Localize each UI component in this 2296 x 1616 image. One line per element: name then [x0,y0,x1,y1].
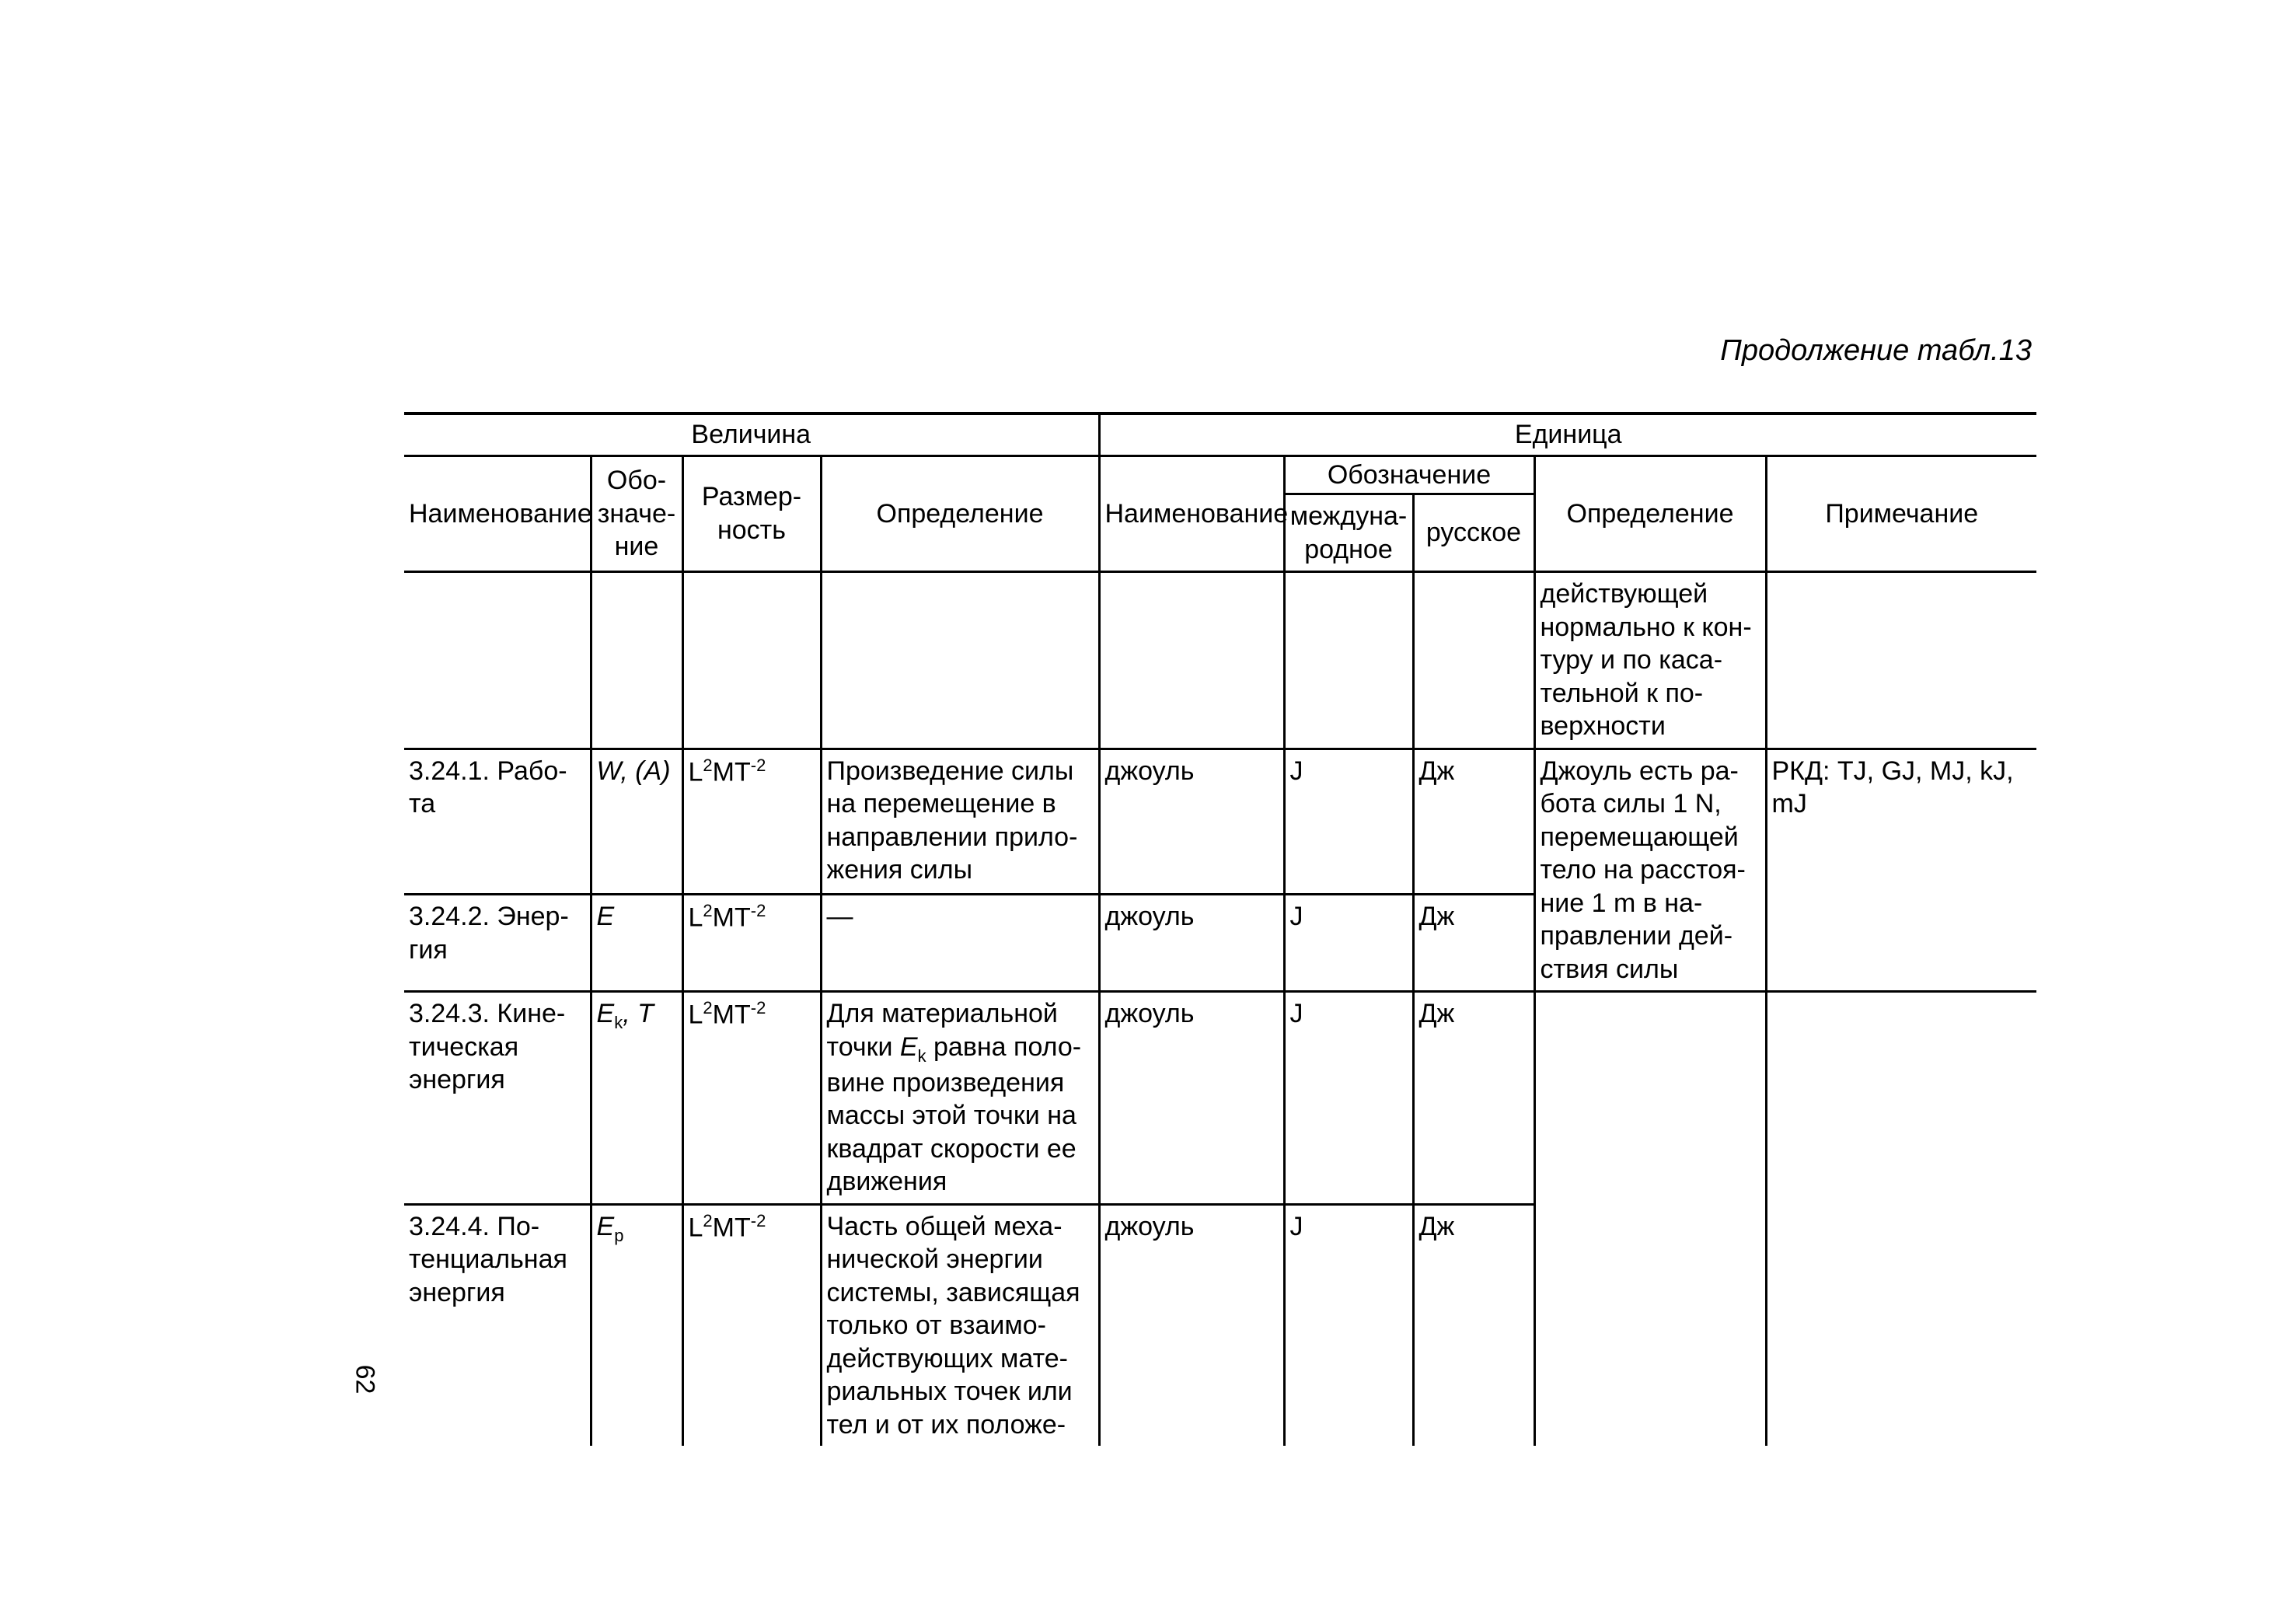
symbol-sub: k [614,1012,623,1032]
cell-unit-definition: Джоуль есть ра- бота силы 1 N, перемещающей тело на расстоя- ние 1 m в на- правлении дей- ствия силы [1534,749,1766,992]
cell-unit-rus: Дж [1413,992,1534,1205]
table-row [404,572,2036,749]
dim-exp1: 2 [703,1210,713,1230]
page-number: 62 [350,1364,380,1394]
symbol-tail: , T [623,999,654,1028]
cell-definition: Часть общей меха- нической энергии системы, зависящая только от взаимо- действующих мате- риальных точек или тел и от их положе- [821,1204,1099,1446]
cell-definition [821,992,1099,1205]
cell-unit-rus: Дж [1413,749,1534,895]
cell-name: 3.24.2. Энер- гия [404,895,591,992]
symbol-main: E [596,1211,615,1241]
cell-name: 3.24.4. По- тенциальная энергия [404,1204,591,1446]
dim-exp2: -2 [750,998,766,1017]
cell-name: 3.24.3. Кине- тическая энергия [404,992,591,1205]
header-quantity-definition: Определение [821,455,1099,572]
dim-mid: MT [712,756,751,787]
cell-unit-name [1099,572,1284,749]
table-continuation-caption: Продолжение табл.13 [1720,334,2032,367]
cell-unit-intl: J [1284,1204,1413,1446]
dim-exp1: 2 [703,998,713,1017]
header-unit-name: Наименование [1099,455,1284,572]
cell-name [404,572,591,749]
cell-symbol [591,992,682,1205]
header-unit-definition: Определение [1534,455,1766,572]
cell-unit-rus: Дж [1413,895,1534,992]
symbol-sub: p [614,1225,624,1245]
cell-symbol [591,1204,682,1446]
dim-mid: MT [712,1000,751,1030]
header-unit-group: Единица [1099,414,2036,455]
dim-base: L [688,902,703,933]
cell-note [1766,572,2036,749]
cell-unit-intl [1284,572,1413,749]
cell-dimension [682,749,821,895]
units-table [404,412,2036,1446]
cell-dimension [682,992,821,1205]
dim-exp1: 2 [703,901,713,921]
cell-unit-intl: J [1284,749,1413,895]
cell-dimension [682,895,821,992]
header-quantity-group: Величина [404,414,1099,455]
header-quantity-dimension: Размер- ность [682,455,821,572]
header-quantity-symbol: Обо- значе- ние [591,455,682,572]
cell-note [1766,992,2036,1447]
cell-unit-definition [1534,992,1766,1447]
cell-unit-name: джоуль [1099,895,1284,992]
table-row [404,992,2036,1205]
header-row-columns [404,455,2036,494]
def-symbol: E [899,1031,918,1062]
cell-unit-name: джоуль [1099,749,1284,895]
cell-unit-rus: Дж [1413,1204,1534,1446]
cell-symbol: E [591,895,682,992]
cell-symbol: W, (A) [591,749,682,895]
cell-unit-intl: J [1284,895,1413,992]
header-unit-designation: Обозначение [1284,455,1534,494]
def-pre: Для материальной точки [826,999,1058,1062]
def-symbol-sub: k [917,1045,926,1066]
cell-definition: — [821,895,1099,992]
cell-dimension [682,1204,821,1446]
symbol-main: E [596,999,615,1028]
header-row-groups [404,414,2036,455]
header-unit-note: Примечание [1766,455,2036,572]
cell-note: РКД: TJ, GJ, MJ, kJ, mJ [1766,749,2036,992]
dim-exp1: 2 [703,755,713,775]
dim-base: L [688,1213,703,1243]
cell-dimension [682,572,821,749]
dim-exp2: -2 [750,755,766,775]
cell-unit-rus [1413,572,1534,749]
dim-base: L [688,756,703,787]
cell-name: 3.24.1. Рабо- та [404,749,591,895]
dim-exp2: -2 [750,901,766,921]
cell-unit-intl: J [1284,992,1413,1205]
header-quantity-name: Наименование [404,455,591,572]
dim-exp2: -2 [750,1210,766,1230]
header-unit-russian: русское [1413,494,1534,572]
dim-base: L [688,1000,703,1030]
cell-symbol [591,572,682,749]
cell-definition: Произведение силы на перемещение в направлении прило- жения силы [821,749,1099,895]
table-row [404,749,2036,895]
header-unit-international: междуна- родное [1284,494,1413,572]
cell-unit-name: джоуль [1099,992,1284,1205]
def-post: равна поло- вине произведения массы этой точки на квадрат скорости ее движения [826,1031,1082,1197]
dim-mid: MT [712,902,751,933]
cell-unit-definition: действующей нормально к кон- туру и по каса- тельной к по- верхности [1534,572,1766,749]
dim-mid: MT [712,1213,751,1243]
cell-definition [821,572,1099,749]
cell-unit-name: джоуль [1099,1204,1284,1446]
